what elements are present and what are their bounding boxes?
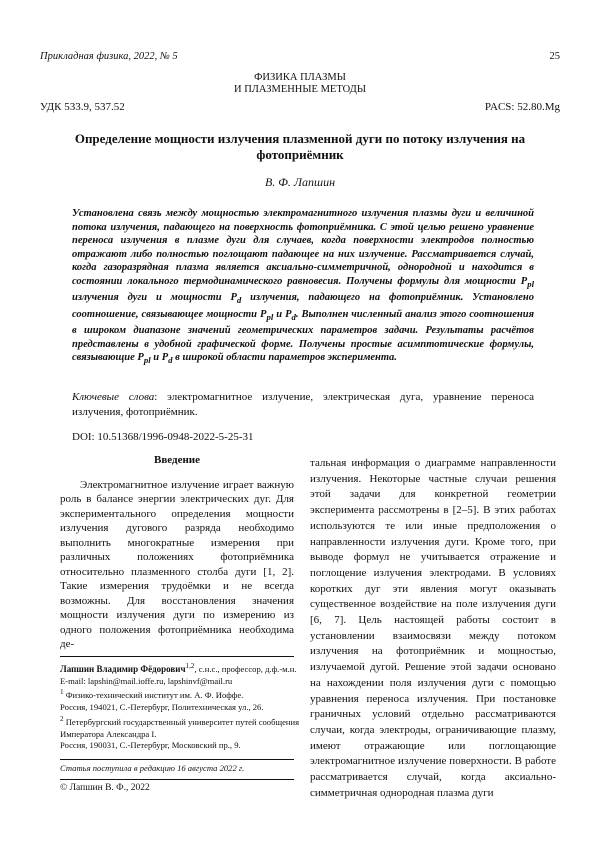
abstract-text-3: излучения, падающего на фотоприёмник. Установлено соотношение, связывающее мощности	[72, 292, 534, 320]
abstract-text-2: излучения дуги и мощности	[72, 292, 231, 304]
footnote-rank: , с.н.с., профессор, д.ф.-м.н.	[194, 663, 297, 674]
keywords	[72, 390, 534, 420]
abstract-text-1: Установлена связь между мощностью электромагнитного излучения плазмы дуги и величиной потока излучения, падающего на поверхность фотоприёмника. С этой целью решено уравнение переноса излучения в плазме дуги для случаев, когда поверхности электродов полностью отражают либо полностью поглощают падающее на них излучение. Рассматривается случай, когда газоразрядная плазма является аксиально-симметричной, однородной и находится в состоянии локального термодинамического равновесия. Получены формулы для мощности	[72, 208, 534, 287]
section-heading-line1: ФИЗИКА ПЛАЗМЫ	[254, 72, 346, 83]
symbol-p-d: $P_d$	[230, 292, 242, 306]
classification-codes	[40, 101, 560, 113]
footnote-affiliation-1: $^1$ Физико-технический институт им. А. Ф. Иоффе.	[60, 688, 244, 701]
intro-left-column	[60, 453, 294, 652]
abstract-text-7: в широкой области параметров эксперимента.	[172, 352, 397, 364]
abstract	[72, 207, 534, 368]
footnote-author-line	[60, 661, 300, 676]
intro-right-column: тальная информация о диаграмме направленности излучения. Некоторые частные случаи решения этой задачи для конкретной геометрии эксперимента рассмотрены в [2–5]. В этих работах используются те или иные предположения о направленности излучения дуги. Кроме того, при выводе формул не учитывается отражение и поглощение излучения электродами. В условиях коротких дуг эти явления могут оказывать существенное воздействие на поле излучения дуги [6, 7]. Цель настоящей работы состоит в установлении взаимосвязи между потоком излучения на фотоприёмник и мощностью, излучаемой дугой. Решение этой задачи основано на нахождении поля излучения дуги с помощью уравнения переноса излучения. При постановке граничных условий отдельно рассматриваются случаи, когда электроды, ограничивающие плазму, имеют отражающие или поглощающие электромагнитное излучение поверхности. В работе рассматривается случай, когда аксиально-симметричная однородная плазма дуги	[310, 457, 556, 799]
received-divider	[60, 759, 294, 760]
footnote-divider	[60, 656, 294, 657]
author-name: В. Ф. Лапшин	[264, 175, 336, 189]
symbol-p-d: $P_d$	[161, 352, 173, 366]
abstract-text-4: и	[273, 308, 286, 320]
udk-code: УДК 533.9, 537.52	[40, 101, 125, 113]
footnote-address-2: Россия, 190031, С.-Петербург, Московский пр., 9.	[60, 740, 241, 751]
intro-paragraph-left: Электромагнитное излучение играет важную роль в балансе энергии электрических дуг. Для экспериментального определения мощности излучения дугового разряда необходимо выполнить многократные измерения при различных положениях фотоприёмника относительно плазменного столба дуги [1, 2]. Такие измерения трудоёмки и не всегда возможны. Для восстановления значения мощности излучения дуги по измерению из одного положения фотоприёмника необходима де-	[60, 478, 294, 650]
pacs-code: PACS: 52.80.Mg	[484, 101, 560, 113]
doi: DOI: 10.51368/1996-0948-2022-5-25-31	[72, 431, 254, 443]
footnote-email: E-mail: lapshin@mail.ioffe.ru, lapshinvf@mail.ru	[60, 675, 233, 686]
footnote-author-sup: 1,2	[185, 662, 195, 670]
symbol-p-d: $P_d$	[285, 308, 296, 322]
page-number: 25	[549, 51, 560, 62]
author-footnote	[60, 661, 300, 752]
abstract-text-6: и	[150, 352, 162, 364]
intro-heading: Введение	[153, 454, 201, 466]
journal-name: Прикладная физика, 2022, № 5	[40, 51, 178, 62]
footnote-affiliation-2: $^2$ Петербургский государственный университет путей сообщения Императора Александра I.	[60, 714, 300, 739]
symbol-p-pl: $P_{pl}$	[520, 275, 534, 289]
footnote-address-1: Россия, 194021, С.-Петербург, Политехническая ул., 26.	[60, 702, 264, 713]
symbol-p-pl: $P_{pl}$	[137, 352, 151, 366]
paper-title: Определение мощности излучения плазменной дуги по потоку излучения на фотоприёмник	[74, 131, 526, 162]
received-date: Статья поступила в редакцию 16 августа 2022 г.	[60, 763, 245, 773]
keywords-text: : электромагнитное излучение, электрическая дуга, уравнение переноса излучения, фотоприёмник.	[72, 391, 534, 418]
abstract-text-5: . Выполнен численный анализ этого соотношения в широком диапазоне значений геометрических параметров задачи. Результаты расчётов представлены в удобной графической форме. Получены простые асимптотические формулы, связывающие	[72, 308, 534, 364]
copyright: © Лапшин В. Ф., 2022	[60, 783, 150, 793]
section-heading	[0, 72, 600, 96]
symbol-p-pl: $P_{pl}$	[260, 308, 274, 322]
section-heading-line2: И ПЛАЗМЕННЫЕ МЕТОДЫ	[233, 84, 366, 95]
footnote-author: Лапшин Владимир Фёдорович	[60, 663, 186, 674]
keywords-label: Ключевые слова	[72, 391, 155, 403]
running-head	[40, 51, 560, 62]
copyright-divider	[60, 779, 294, 780]
